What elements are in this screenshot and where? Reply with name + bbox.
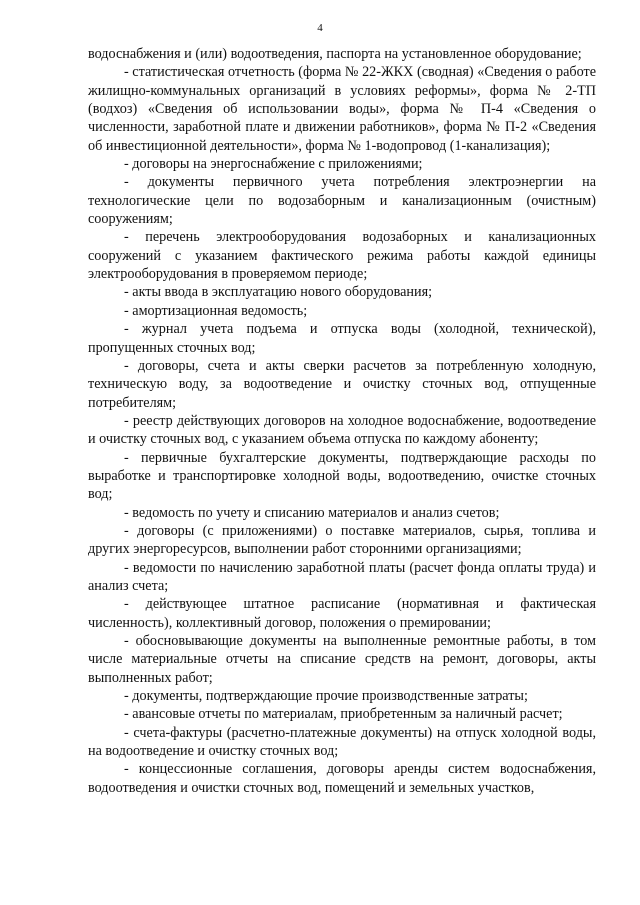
list-item-electricity-accounting: - документы первичного учета потребления электроэнергии на технологические цели по водозаборным и канализационным (очистным) сооружениям; (88, 174, 596, 228)
list-item-advance-reports: - авансовые отчеты по материалам, приобретенным за наличный расчет; (124, 706, 563, 723)
list-item-energy-contracts: - договоры на энергоснабжение с приложениями; (124, 156, 423, 173)
list-item-payroll-sheets: - ведомости по начислению заработной платы (расчет фонда оплаты труда) и анализ счета; (88, 559, 596, 594)
list-item-materials-sheet: - ведомость по учету и списанию материалов и анализ счетов; (124, 504, 500, 521)
list-item-equipment-list: - перечень электрооборудования водозаборных и канализационных сооружений с указанием фактического режима работы каждой единицы электрооборудования в проверяемом периоде; (88, 229, 596, 283)
page-number: 4 (317, 22, 323, 34)
list-item-statistical-reporting: - статистическая отчетность (форма № 22-ЖКХ (сводная) «Сведения о работе жилищно-коммунальных организаций в условиях реформы», форма № 2-ТП (водхоз) «Сведения об использовании воды», форма № П-4 «Сведения о численности, заработной плате и движении работников», форма № П-2 «Сведения об инвестиционной деятельности», форма № 1-водопровод (1-канализация); (88, 64, 596, 154)
list-item-primary-documents: - первичные бухгалтерские документы, подтверждающие расходы по выработке и транспортировке холодной воды, водоотведению, очистке сточных вод; (88, 449, 596, 503)
list-item-water-log: - журнал учета подъема и отпуска воды (холодной, технической), пропущенных сточных вод; (88, 321, 596, 356)
list-item-contract-register: - реестр действующих договоров на холодное водоснабжение, водоотведение и очистку сточных вод, с указанием объема отпуска по каждому абоненту; (88, 412, 596, 448)
paragraph-continuation: водоснабжения и (или) водоотведения, паспорта на установленное оборудование; (88, 46, 582, 62)
list-item-depreciation-sheet: - амортизационная ведомость; (124, 302, 308, 319)
list-item-supply-contracts: - договоры (с приложениями) о поставке материалов, сырья, топлива и других энергоресурсов, выполнении работ сторонними организациями; (88, 522, 596, 558)
list-item-concession-agreements: - концессионные соглашения, договоры аренды систем водоснабжения, водоотведения и очистки сточных вод, помещений и земельных участков, (88, 761, 596, 796)
list-item-invoices: - счета-фактуры (расчетно-платежные документы) на отпуск холодной воды, на водоотведение и очистку сточных вод; (88, 724, 596, 760)
list-item-staff-schedule: - действующее штатное расписание (нормативная и фактическая численность), коллективный договор, положения о премировании; (88, 596, 596, 631)
list-item-settlement-contracts: - договоры, счета и акты сверки расчетов за потребленную холодную, техническую воду, за водоотведение и очистку сточных вод, отпущенные потребителям; (88, 357, 596, 411)
list-item-repair-documents: - обосновывающие документы на выполненные ремонтные работы, в том числе материальные отчеты на списание средств на ремонт, договоры, акты выполненных работ; (88, 633, 596, 686)
list-item-commissioning-acts: - акты ввода в эксплуатацию нового оборудования; (124, 284, 433, 301)
document-body (88, 45, 596, 797)
list-item-other-costs: - документы, подтверждающие прочие производственные затраты; (124, 688, 528, 705)
